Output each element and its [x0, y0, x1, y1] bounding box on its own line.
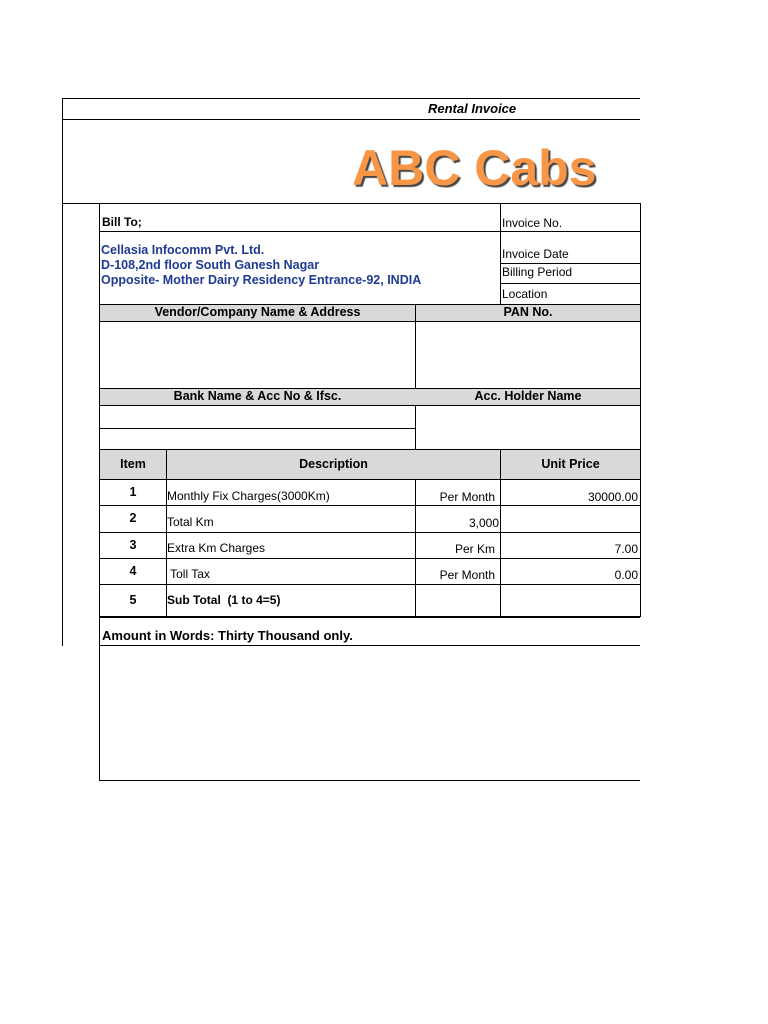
- col-header-item: Item: [120, 457, 146, 471]
- content-right-line: [640, 203, 641, 617]
- row-1-unit: Per Month: [439, 490, 495, 504]
- row-3-price: 7.00: [614, 542, 638, 556]
- bill-to-label: Bill To;: [102, 215, 142, 229]
- frame-left-line: [62, 98, 63, 646]
- amount-in-words: Amount in Words: Thirty Thousand only.: [102, 628, 353, 643]
- notes-bottom-line: [99, 780, 640, 781]
- vendor-header: Vendor/Company Name & Address: [154, 305, 361, 319]
- row-5-item: 5: [129, 593, 137, 607]
- row-3-unit: Per Km: [454, 542, 495, 556]
- pan-header: PAN No.: [503, 305, 553, 319]
- invoice-date-label: Invoice Date: [502, 247, 569, 261]
- bank-row-line: [99, 428, 415, 429]
- page-title: Rental Invoice: [428, 101, 517, 116]
- row-4-description: Toll Tax: [167, 567, 210, 581]
- meta-line-3: [500, 283, 640, 284]
- row-2-description: Total Km: [167, 515, 214, 529]
- meta-line-1: [500, 231, 640, 232]
- row-3-item: 3: [129, 538, 137, 552]
- table-row-line-1: [99, 505, 640, 506]
- bank-header-bottom-line: [99, 405, 640, 406]
- table-col-line-3: [500, 449, 501, 616]
- col-header-unit-price: Unit Price: [541, 457, 600, 471]
- invoice-no-label: Invoice No.: [502, 216, 563, 230]
- table-row-line-4: [99, 584, 640, 585]
- bill-to-company: Cellasia Infocomm Pvt. Ltd.: [101, 243, 265, 257]
- title-bottom-line: [62, 119, 640, 120]
- row-4-unit: Per Month: [439, 568, 495, 582]
- col-header-description: Description: [299, 457, 368, 471]
- row-1-description: Monthly Fix Charges(3000Km): [167, 489, 330, 503]
- row-4-item: 4: [129, 564, 137, 578]
- table-bottom-line: [99, 616, 640, 618]
- row-3-description: Extra Km Charges: [167, 541, 266, 555]
- holder-header: Acc. Holder Name: [474, 389, 582, 403]
- bill-to-label-line: [99, 231, 500, 232]
- table-row-line-2: [99, 532, 640, 533]
- bill-to-address-1: D-108,2nd floor South Ganesh Nagar: [101, 258, 320, 272]
- meta-line-2: [500, 263, 640, 264]
- row-4-price: 0.00: [614, 568, 638, 582]
- vendor-divider-line: [415, 304, 416, 449]
- table-header-bottom-line: [99, 479, 640, 480]
- table-row-line-3: [99, 558, 640, 559]
- table-col-line-1: [166, 449, 167, 616]
- bill-to-address-2: Opposite- Mother Dairy Residency Entrance-92, INDIA: [101, 273, 422, 287]
- row-1-item: 1: [129, 485, 137, 499]
- bank-header: Bank Name & Acc No & Ifsc.: [173, 389, 342, 403]
- row-1-price: 30000.00: [587, 490, 638, 504]
- meta-divider-line: [500, 203, 501, 305]
- location-label: Location: [502, 287, 548, 301]
- row-2-item: 2: [129, 511, 137, 525]
- vendor-header-bottom-line: [99, 321, 640, 322]
- amount-bottom-line: [99, 645, 640, 646]
- frame-top-line: [62, 98, 640, 99]
- billing-period-label: Billing Period: [502, 265, 573, 279]
- row-5-description: Sub Total (1 to 4=5): [167, 593, 281, 607]
- logo-bottom-line: [62, 203, 640, 204]
- company-logo-text: ABC Cabs: [352, 140, 597, 196]
- row-2-unit: 3,000: [468, 516, 499, 530]
